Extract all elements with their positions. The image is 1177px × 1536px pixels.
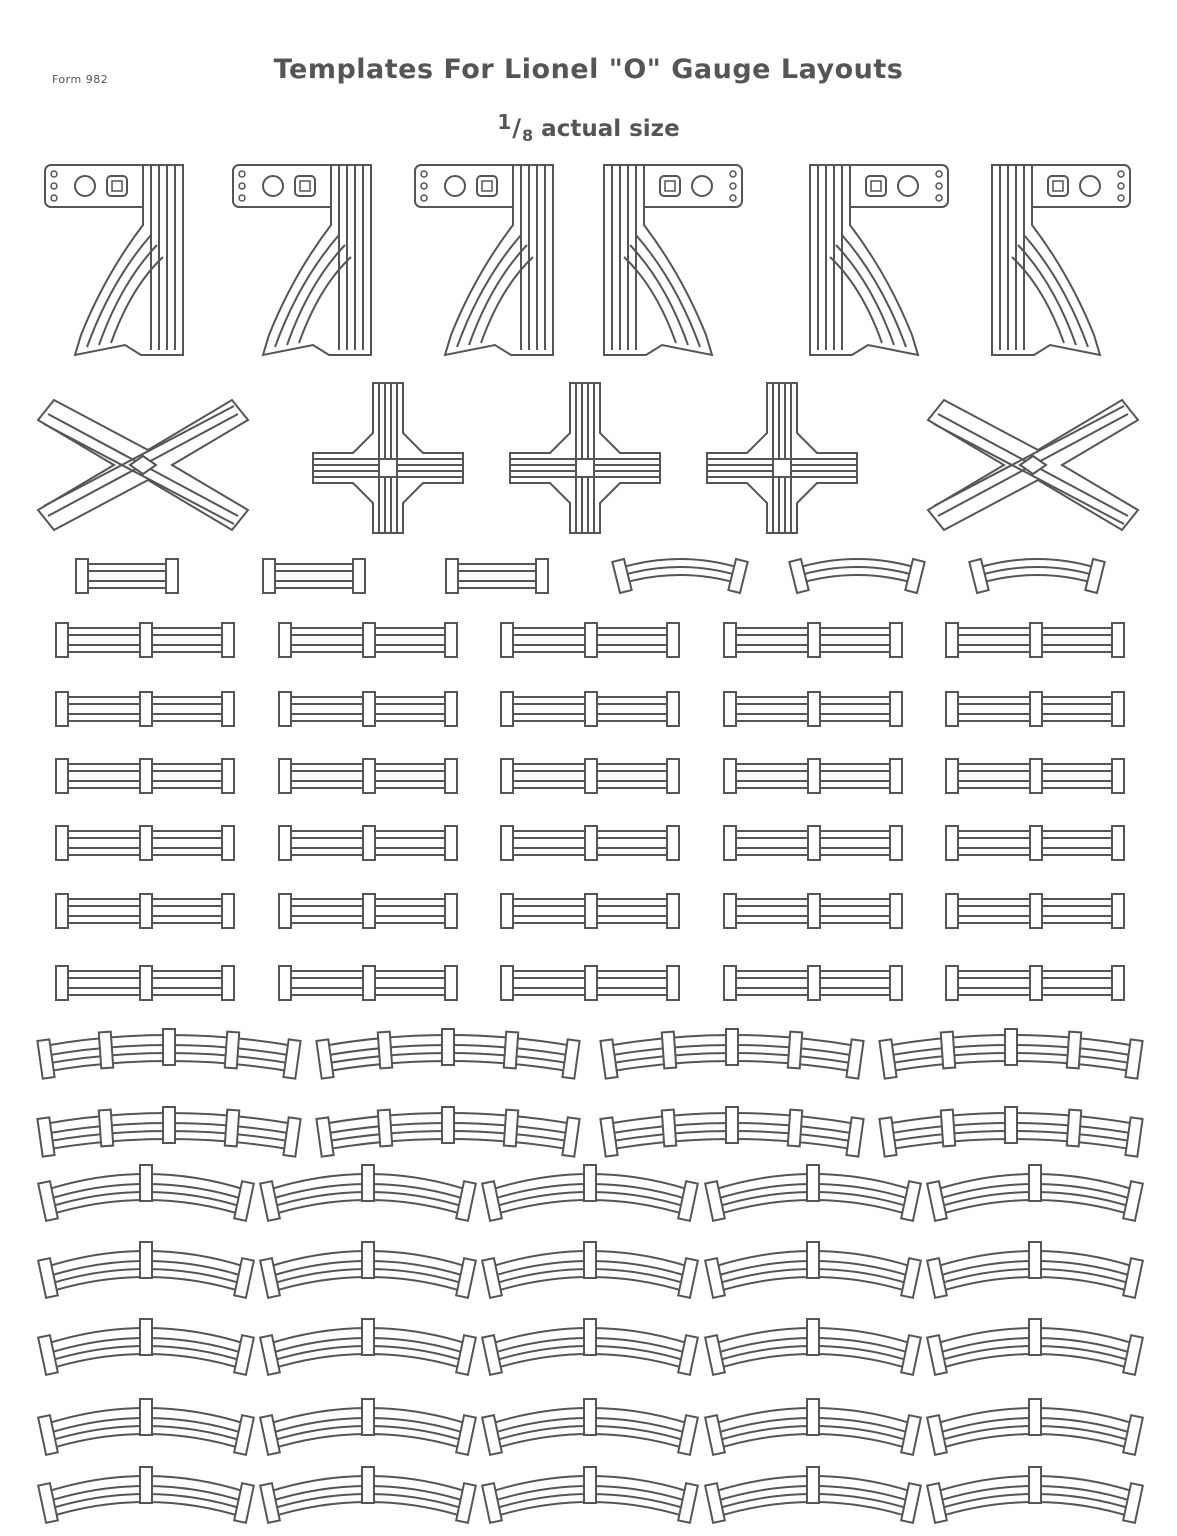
curve-track-template — [705, 1242, 921, 1298]
crossing-90-template — [510, 383, 660, 533]
curve-track-template — [260, 1399, 476, 1455]
curve-track-template — [482, 1467, 698, 1523]
curve-track-template — [705, 1399, 921, 1455]
wide-curve-track-template — [600, 1107, 863, 1157]
curve-track-template — [260, 1319, 476, 1375]
short-straight-template — [263, 559, 365, 593]
straight-track-template — [279, 826, 457, 860]
scale-denominator: 8 — [522, 126, 534, 145]
short-curve-template — [969, 559, 1104, 593]
wide-curve-track-template — [879, 1107, 1142, 1157]
straight-track-template — [501, 826, 679, 860]
switch-template-right — [604, 165, 742, 355]
switch-templates — [45, 165, 1130, 355]
curve-track-template — [927, 1165, 1143, 1221]
straight-track-template — [279, 692, 457, 726]
straight-track-template — [724, 894, 902, 928]
crossing-x-template — [38, 400, 248, 530]
curve-track-template — [482, 1399, 698, 1455]
curve-track-template — [38, 1319, 254, 1375]
switch-template-left — [415, 165, 553, 355]
wide-curve-track-template — [37, 1029, 300, 1079]
straight-track-template — [724, 966, 902, 1000]
curve-track-template — [927, 1399, 1143, 1455]
curve-track-template — [482, 1242, 698, 1298]
curve-track-template — [927, 1467, 1143, 1523]
scale-text: actual size — [541, 116, 680, 142]
crossing-x-template — [928, 400, 1138, 530]
wide-curve-track-templates — [37, 1029, 1142, 1157]
curve-track-template — [38, 1242, 254, 1298]
straight-track-template — [946, 966, 1124, 1000]
short-straight-template — [446, 559, 548, 593]
straight-track-template — [56, 894, 234, 928]
wide-curve-track-template — [316, 1107, 579, 1157]
curve-track-template — [927, 1319, 1143, 1375]
straight-track-template — [724, 623, 902, 657]
straight-track-templates — [56, 623, 1124, 1000]
curve-track-template — [260, 1242, 476, 1298]
scale-slash: / — [512, 114, 522, 142]
switch-template-right — [810, 165, 948, 355]
curve-track-template — [38, 1399, 254, 1455]
curve-track-template — [482, 1319, 698, 1375]
crossing-90-template — [707, 383, 857, 533]
switch-template-left — [45, 165, 183, 355]
straight-track-template — [946, 894, 1124, 928]
straight-track-template — [501, 759, 679, 793]
straight-track-template — [279, 894, 457, 928]
curve-track-template — [260, 1467, 476, 1523]
scale-numerator: 1 — [497, 110, 512, 134]
straight-track-template — [724, 826, 902, 860]
wide-curve-track-template — [37, 1107, 300, 1157]
straight-track-template — [279, 759, 457, 793]
wide-curve-track-template — [316, 1029, 579, 1079]
switch-template-right — [992, 165, 1130, 355]
straight-track-template — [56, 966, 234, 1000]
straight-track-template — [501, 692, 679, 726]
straight-track-template — [56, 826, 234, 860]
straight-track-template — [279, 966, 457, 1000]
straight-track-template — [946, 623, 1124, 657]
curve-track-template — [705, 1165, 921, 1221]
crossing-90-template — [313, 383, 463, 533]
straight-track-template — [946, 692, 1124, 726]
straight-track-template — [501, 623, 679, 657]
straight-track-template — [501, 894, 679, 928]
page-title: Templates For Lionel "O" Gauge Layouts — [273, 54, 904, 85]
straight-track-template — [279, 623, 457, 657]
switch-template-left — [233, 165, 371, 355]
straight-track-template — [501, 966, 679, 1000]
wide-curve-track-template — [879, 1029, 1142, 1079]
straight-track-template — [56, 759, 234, 793]
wide-curve-track-template — [600, 1029, 863, 1079]
straight-track-template — [56, 692, 234, 726]
curve-track-template — [705, 1467, 921, 1523]
crossing-templates — [38, 383, 1138, 533]
short-curve-template — [612, 559, 747, 593]
curve-track-template — [38, 1467, 254, 1523]
curve-track-template — [927, 1242, 1143, 1298]
curve-track-template — [482, 1165, 698, 1221]
straight-track-template — [724, 692, 902, 726]
short-track-templates — [76, 559, 1105, 593]
curve-track-template — [705, 1319, 921, 1375]
form-number-label: Form 982 — [52, 73, 109, 86]
curve-track-template — [38, 1165, 254, 1221]
short-straight-template — [76, 559, 178, 593]
straight-track-template — [56, 623, 234, 657]
curve-track-template — [260, 1165, 476, 1221]
short-curve-template — [789, 559, 924, 593]
straight-track-template — [724, 759, 902, 793]
straight-track-template — [946, 826, 1124, 860]
curve-track-templates — [38, 1165, 1143, 1523]
straight-track-template — [946, 759, 1124, 793]
